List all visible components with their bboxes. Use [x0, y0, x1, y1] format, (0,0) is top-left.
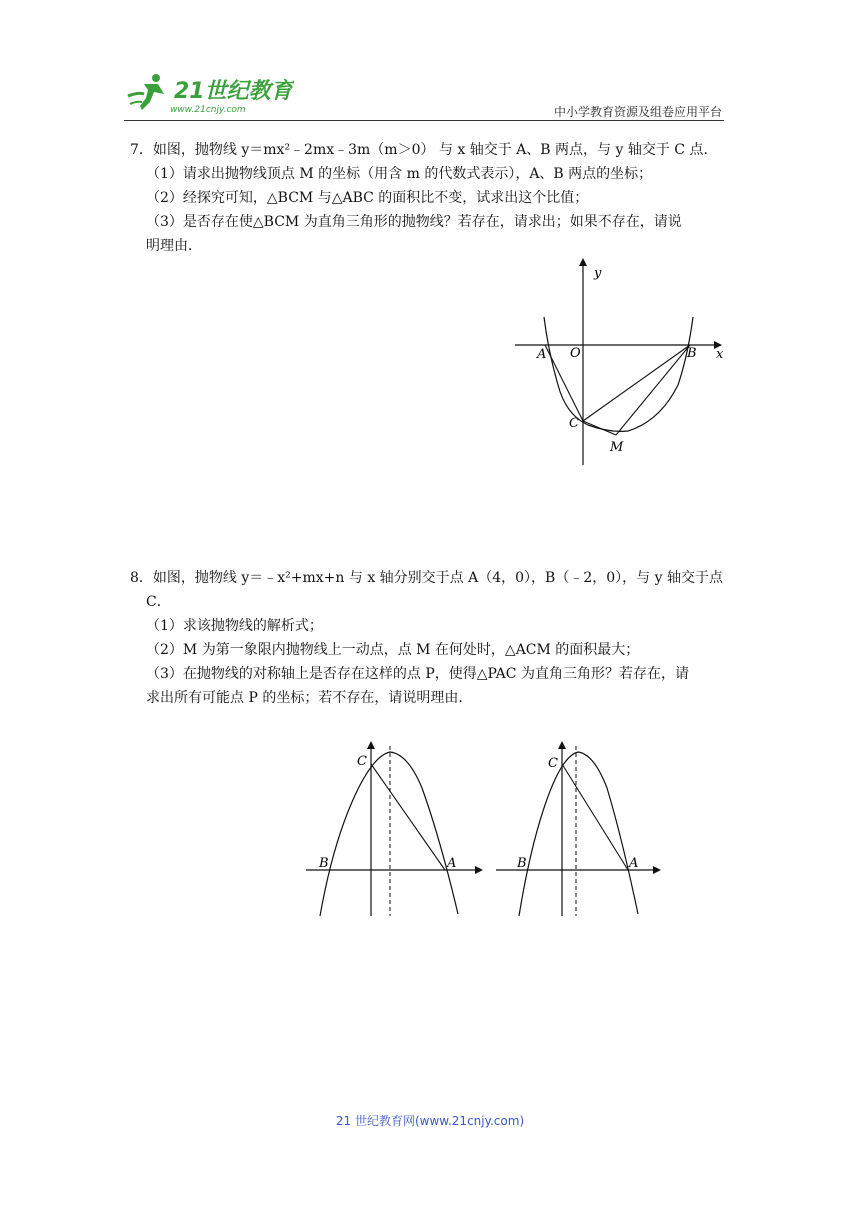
q7-part-3a: （3）是否存在使△BCM 为直角三角形的抛物线？若存在，请求出；如果不存在，请说	[146, 214, 682, 230]
label-b: B	[687, 346, 697, 361]
label-y: y	[594, 266, 602, 281]
logo-url: www.21cnjy.com	[170, 105, 246, 115]
label-b: B	[319, 856, 329, 871]
site-logo	[124, 70, 294, 116]
q8-stem-b: C．	[146, 594, 171, 610]
question-7	[130, 138, 730, 258]
q7-part-2: （2）经探究可知，△BCM 与△ABC 的面积比不变，试求出这个比值；	[146, 190, 589, 206]
q7-stem	[130, 138, 730, 162]
question-8	[130, 566, 730, 710]
label-a: A	[447, 856, 457, 871]
label-a: A	[629, 856, 639, 871]
q7-equation: y＝mx²﹣2mx﹣3m（m＞0）	[241, 142, 435, 158]
parabola	[519, 752, 638, 916]
footer-link[interactable]: 21 世纪教育网(www.21cnjy.com)	[335, 1114, 525, 1128]
parabola	[544, 317, 693, 431]
q8-figure-left	[302, 738, 487, 924]
label-c: C	[357, 754, 367, 769]
label-b: B	[517, 856, 527, 871]
header-divider	[124, 120, 724, 121]
logo-text: 21世纪教育	[174, 79, 293, 104]
q8-figure-right	[492, 738, 667, 924]
q7-part-3b: 明理由．	[146, 238, 202, 254]
q7-stem-a: 7．如图，抛物线	[130, 142, 242, 158]
q8-part-1: （1）求该抛物线的解析式；	[146, 618, 323, 634]
segment-ca	[371, 764, 445, 870]
q7-figure	[510, 255, 730, 474]
label-m: M	[610, 440, 624, 455]
q8-part-3b: 求出所有可能点 P 的坐标；若不存在，请说明理由．	[146, 690, 473, 706]
label-x: x	[716, 347, 724, 362]
q8-part-3a: （3）在抛物线的对称轴上是否存在这样的点 P，使得△PAC 为直角三角形？若存在，请	[146, 666, 689, 682]
platform-name: 中小学教育资源及组卷应用平台	[553, 105, 722, 119]
y-axis-arrow	[579, 258, 587, 266]
label-o: O	[570, 346, 581, 361]
q8-part-2: （2）M 为第一象限内抛物线上一动点，点 M 在何处时，△ACM 的面积最大；	[146, 642, 640, 658]
label-c: C	[569, 416, 579, 431]
label-c: C	[548, 756, 558, 771]
q7-part-1: （1）请求出抛物线顶点 M 的坐标（用含 m 的代数式表示），A、B 两点的坐标；	[146, 166, 653, 182]
segment-ca	[562, 764, 628, 870]
y-axis-arrow	[558, 741, 566, 749]
label-a: A	[537, 347, 547, 362]
parabola	[320, 752, 458, 916]
q8-stem-a: 8．如图，抛物线 y＝﹣x²+mx+n 与 x 轴分别交于点 A（4，0），B（﹣2，0），与 y 轴交于点	[130, 570, 723, 586]
q7-stem-b: 与 x 轴交于 A、B 两点，与 y 轴交于 C 点．	[434, 142, 718, 158]
x-axis-arrow	[653, 866, 661, 874]
runner-icon	[128, 74, 164, 110]
x-axis-arrow	[475, 866, 483, 874]
y-axis-arrow	[367, 741, 375, 749]
segment-cm	[583, 421, 616, 435]
